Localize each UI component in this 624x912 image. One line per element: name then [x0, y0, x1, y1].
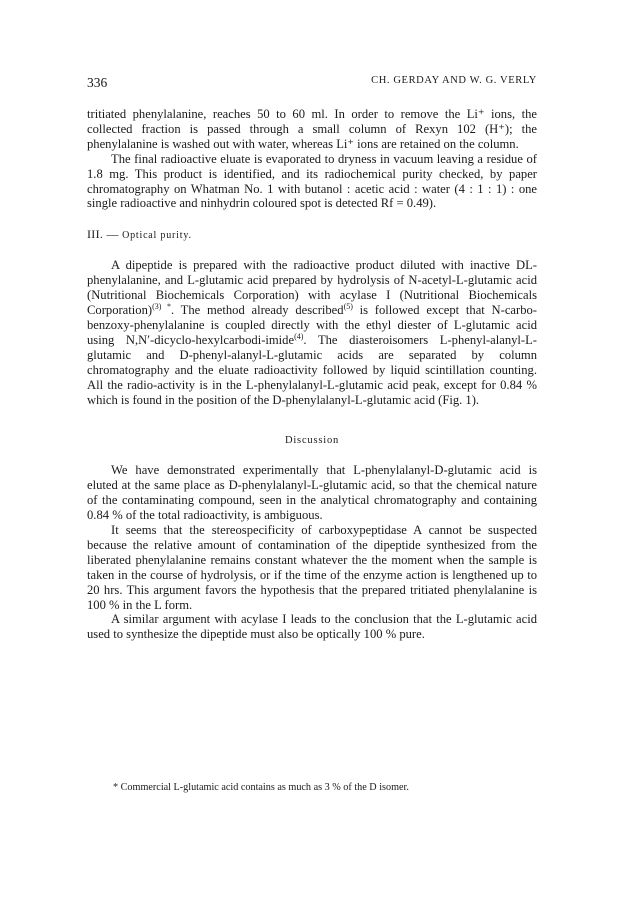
text-segment: . The diasteroisomers L-phenyl-alanyl-L-glutamic and D-phenyl-alanyl-L-glutamic acids are separated by column chromatography and the eluate radioactivity followed by liquid scintillation counting. All the radio-activity is in the L-phenylalanyl-L-glutamic acid peak, except for 0.84 % which is found in the position of the D-phenylalanyl-L-glutamic acid (Fig. 1).: [87, 332, 537, 407]
section-heading-discussion: Discussion: [284, 435, 340, 447]
text-segment: is followed except that N-carbo-benzoxy-phenylalanine is coupled directly with the ethyl diester of L-glutamic acid using N,N′-dicyclo-hexylcarbodi-imide: [87, 303, 538, 347]
footnote: * Commercial L-glutamic acid contains as much as 3 % of the D isomer.: [113, 782, 409, 793]
paragraph-dipeptide: [87, 258, 537, 407]
reference-4: (4): [294, 331, 304, 341]
text-segment: A dipeptide is prepared with the radioactive product diluted with inactive DL-phenylalanine, and L-glutamic acid prepared by hydrolysis of N-acetyl-L-glutamic acid (Nutritional Biochemicals Corporation) with acylase I (Nutritional Biochemicals Corporation): [87, 258, 537, 318]
paragraph-final-eluate: The final radioactive eluate is evaporated to dryness in vacuum leaving a residue of 1.8 mg. This product is identified, and its radiochemical purity checked, by paper chromatography on Whatman No. 1 with butanol : acetic acid : water (4 : 1 : 1) : one single radioactive and ninhydrin coloured spot is detected Rf = 0.49).: [87, 151, 537, 211]
article-body: [87, 107, 537, 642]
section-numeral: III. —: [87, 227, 123, 242]
paragraph-discussion-2: It seems that the stereospecificity of carboxypeptidase A cannot be suspected because the relative amount of contamination of the dipeptide synthesized from the liberated phenylalanine remains constant whatever the the moment when the sample is taken in the course of hydrolysis, or if the time of the enzyme action is lengthened up to 20 hrs. This argument favors the hypothesis that the prepared tritiated phenylalanine is 100 % in the L form.: [87, 523, 537, 612]
paragraph-discussion-1: We have demonstrated experimentally that L-phenylalanyl-D-glutamic acid is eluted at the same place as D-phenylalanyl-L-glutamic acid, so that the chemical nature of the contaminating compound, seen in the analytical chromatography and containing 0.84 % of the total radioactivity, is ambiguous.: [87, 463, 537, 523]
reference-5: (5): [343, 302, 353, 312]
paragraph-discussion-3: A similar argument with acylase I leads to the conclusion that the L-glutamic acid used to synthesize the dipeptide must also be optically 100 % pure.: [87, 612, 537, 642]
running-head-authors: CH. GERDAY AND W. G. VERLY: [371, 75, 537, 86]
reference-3: (3): [152, 302, 162, 312]
section-title: Optical purity.: [122, 230, 192, 242]
text-segment: . The method already described: [171, 303, 344, 318]
page-header: [87, 75, 537, 91]
footnote-marker: *: [161, 302, 171, 312]
section-heading-optical-purity: [87, 227, 537, 242]
paragraph-continued: tritiated phenylalanine, reaches 50 to 60 ml. In order to remove the Li⁺ ions, the collected fraction is passed through a small column of Rexyn 102 (H⁺); the phenylalanine is washed out with water, whereas Li⁺ ions are retained on the column.: [87, 107, 537, 151]
page-number: 336: [87, 75, 108, 90]
